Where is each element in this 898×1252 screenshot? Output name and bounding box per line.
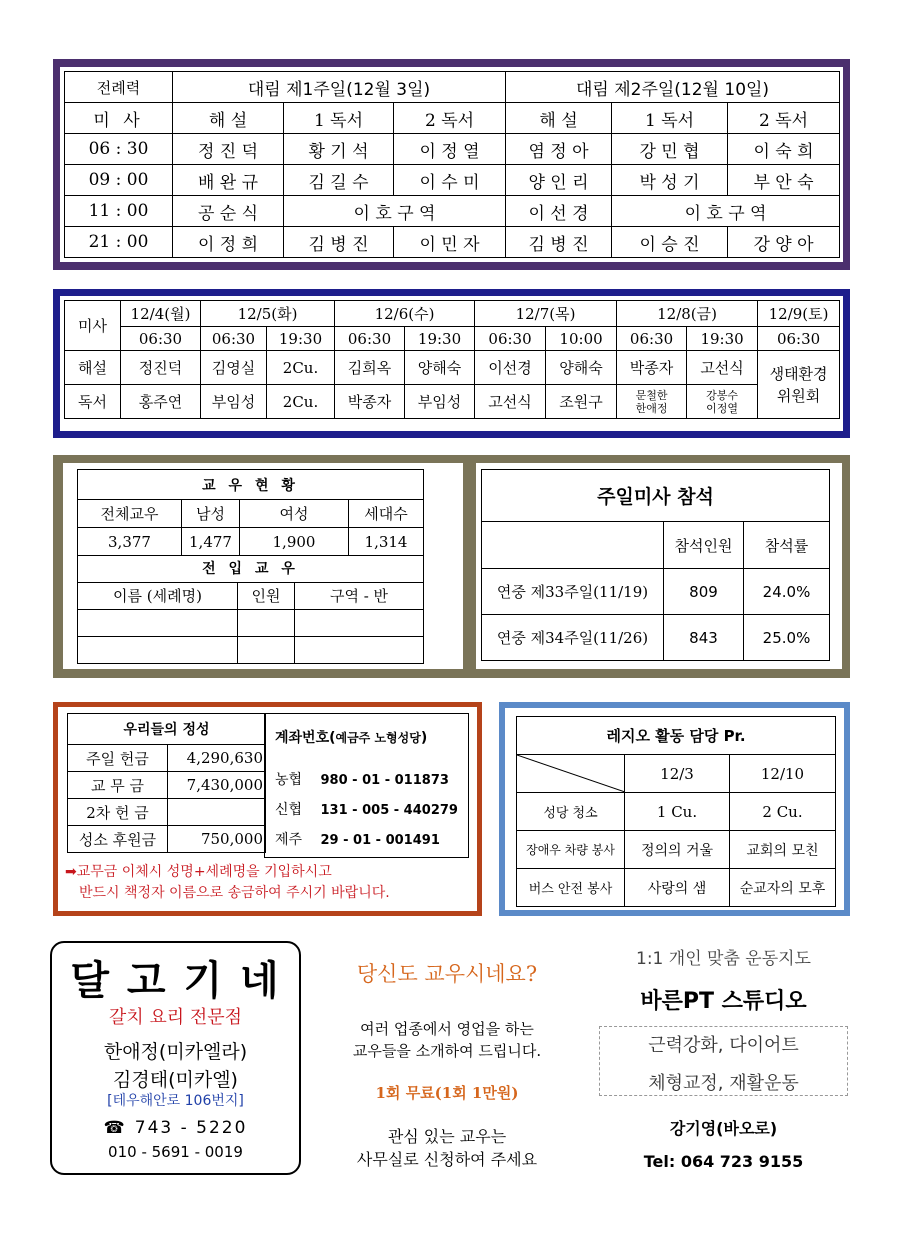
day-header: 12/6(수) <box>335 301 475 327</box>
legio-frame <box>499 702 850 916</box>
bank-name: 농협 <box>275 772 303 788</box>
reader: 문철한 <box>635 388 668 402</box>
offering-value: 4,290,630 <box>168 745 266 772</box>
business-intro-price: 1회 무료(1회 1만원) <box>375 1084 519 1102</box>
legio-date: 12/3 <box>625 755 730 793</box>
sunday-schedule-table <box>64 71 840 258</box>
cell: 정 진 덕 <box>173 134 284 165</box>
cell: 양해숙 <box>546 351 617 385</box>
cell: 염 정 아 <box>506 134 612 165</box>
time-header: 06:30 <box>758 327 840 351</box>
time-header: 19:30 <box>405 327 475 351</box>
cell: 양해숙 <box>405 351 475 385</box>
cell: 김영실 <box>201 351 267 385</box>
restaurant-mobile: 010 - 5691 - 0019 <box>108 1143 243 1161</box>
pt-studio-name: 바른PT 스튜디오 <box>640 989 807 1014</box>
cell: 2Cu. <box>267 351 335 385</box>
business-intro-line: 여러 업종에서 영업을 하는 <box>360 1020 534 1038</box>
account-number: 29 - 01 - 001491 <box>320 833 440 848</box>
members-header: 남성 <box>182 500 240 528</box>
cell: 김희옥 <box>335 351 405 385</box>
offering-label: 2차 헌 금 <box>68 799 168 826</box>
time-header: 06:30 <box>475 327 546 351</box>
pt-studio-tagline: 1:1 개인 맞춤 운동지도 <box>636 949 811 969</box>
restaurant-owner: 김경태(미카엘) <box>113 1069 238 1091</box>
newcomers-header: 구역 - 반 <box>295 582 424 609</box>
table-row <box>482 615 830 661</box>
mass-label: 미 사 <box>65 103 173 134</box>
cell: 김 병 진 <box>284 227 394 258</box>
cell: 부 안 숙 <box>728 165 840 196</box>
cell: 양 인 리 <box>506 165 612 196</box>
business-intro-line: 교우들을 소개하여 드립니다. <box>352 1042 542 1060</box>
legio-assignee: 교회의 모친 <box>730 831 836 869</box>
legio-duty: 성당 청소 <box>517 793 625 831</box>
day-header: 12/8(금) <box>617 301 758 327</box>
business-intro-line: 사무실로 신청하여 주세요 <box>356 1150 538 1169</box>
cell: 2Cu. <box>267 385 335 419</box>
saturday-line: 위원회 <box>776 386 821 405</box>
sunday-schedule-frame <box>53 59 850 270</box>
pt-studio-tel: Tel: 064 723 9155 <box>643 1152 804 1171</box>
offering-label: 주일 헌금 <box>68 745 168 772</box>
week2-title: 대림 제2주일(12월 10일) <box>506 72 840 103</box>
time-header: 10:00 <box>546 327 617 351</box>
week1-title: 대림 제1주일(12월 3일) <box>173 72 506 103</box>
business-intro-title: 당신도 교우시네요? <box>356 962 538 986</box>
business-intro-line: 관심 있는 교우는 <box>387 1127 507 1146</box>
attendance-table <box>481 469 830 661</box>
account-title <box>275 727 427 747</box>
table-row <box>517 793 836 831</box>
cell: 홍주연 <box>121 385 201 419</box>
cell: 이선경 <box>475 351 546 385</box>
table-row <box>517 869 836 907</box>
subheader-reading2: 2 독서 <box>728 103 840 134</box>
account-number: 131 - 005 - 440279 <box>320 803 458 818</box>
diagonal-header-cell <box>517 755 625 793</box>
pt-studio-ad <box>596 940 851 1175</box>
bank-accounts-box <box>264 713 469 858</box>
account-row <box>275 799 458 819</box>
empty-cell <box>238 636 295 663</box>
business-intro-ad <box>316 950 578 1175</box>
parish-status-frame <box>53 455 850 678</box>
table-row <box>482 569 830 615</box>
offering-label: 성소 후원금 <box>68 826 168 853</box>
empty-cell <box>78 609 238 636</box>
cell: 이 호 구 역 <box>612 196 840 227</box>
table-row <box>65 165 840 196</box>
empty-cell <box>78 636 238 663</box>
phone-number: 743 - 5220 <box>134 1118 248 1138</box>
cell: 박종자 <box>335 385 405 419</box>
legio-assignee: 사랑의 샘 <box>625 869 730 907</box>
cell: 강 양 아 <box>728 227 840 258</box>
cell: 강 민 협 <box>612 134 728 165</box>
offering-value: 7,430,000 <box>168 772 266 799</box>
restaurant-phone <box>52 1118 299 1138</box>
table-row <box>65 134 840 165</box>
subheader-reading2: 2 독서 <box>394 103 506 134</box>
empty-cell <box>295 636 424 663</box>
cell <box>617 385 687 419</box>
cell: 부임성 <box>405 385 475 419</box>
account-title-close: ) <box>420 730 428 746</box>
mass-time: 11 : 00 <box>65 196 173 227</box>
table-row <box>65 227 840 258</box>
saturday-cell <box>758 351 840 419</box>
table-row <box>65 196 840 227</box>
members-header: 전체교우 <box>78 500 182 528</box>
cell: 부임성 <box>201 385 267 419</box>
attendance-rate: 24.0% <box>744 569 830 615</box>
attendance-header: 참석률 <box>744 522 830 569</box>
reading-label: 독서 <box>65 385 121 419</box>
members-header: 세대수 <box>349 500 424 528</box>
legio-duty: 장애우 차량 봉사 <box>517 831 625 869</box>
cell: 조원구 <box>546 385 617 419</box>
legio-assignee: 순교자의 모후 <box>730 869 836 907</box>
cell: 김 길 수 <box>284 165 394 196</box>
members-value: 1,900 <box>240 528 349 556</box>
empty-cell <box>295 609 424 636</box>
mass-time: 09 : 00 <box>65 165 173 196</box>
diagonal-line <box>517 755 624 792</box>
members-header: 여성 <box>240 500 349 528</box>
bank-name: 제주 <box>275 832 303 848</box>
offering-frame <box>53 702 482 916</box>
empty-cell <box>482 522 664 569</box>
mass-label: 미사 <box>65 301 121 351</box>
legio-title: 레지오 활동 담당 Pr. <box>517 717 836 755</box>
table-row <box>517 831 836 869</box>
notice-line2: 반드시 책정자 이름으로 송금하여 주시기 바랍니다. <box>79 885 390 901</box>
cell: 이 민 자 <box>394 227 506 258</box>
subheader-reading1: 1 독서 <box>612 103 728 134</box>
attendance-header: 참석인원 <box>664 522 744 569</box>
attendance-count: 809 <box>664 569 744 615</box>
day-header: 12/4(월) <box>121 301 201 327</box>
time-header: 06:30 <box>121 327 201 351</box>
cell: 이 정 희 <box>173 227 284 258</box>
legio-table <box>516 716 836 907</box>
account-number: 980 - 01 - 011873 <box>320 773 449 788</box>
offering-value <box>168 799 266 826</box>
weekday-schedule-frame <box>53 289 850 438</box>
account-holder: 예금주 노형성당 <box>335 731 421 745</box>
time-header: 06:30 <box>617 327 687 351</box>
cell: 황 기 석 <box>284 134 394 165</box>
time-header: 06:30 <box>335 327 405 351</box>
pt-studio-service: 체형교정, 재활운동 <box>648 1073 799 1094</box>
time-header: 06:30 <box>201 327 267 351</box>
notice-text: 교무금 이체시 성명+세례명을 기입하시고 <box>76 864 332 880</box>
day-header: 12/9(토) <box>758 301 840 327</box>
saturday-line: 생태환경 <box>769 364 828 383</box>
mass-time: 06 : 30 <box>65 134 173 165</box>
arrow-icon: ➡ <box>65 864 77 880</box>
members-title: 교 우 현 황 <box>78 470 424 500</box>
account-row <box>275 829 440 849</box>
account-title-text: 계좌번호( <box>275 730 336 746</box>
restaurant-ad <box>50 941 301 1175</box>
day-header: 12/7(목) <box>475 301 617 327</box>
newcomers-header: 이름 (세례명) <box>78 582 238 609</box>
parish-members-table <box>77 469 424 556</box>
attendance-week: 연중 제33주일(11/19) <box>482 569 664 615</box>
attendance-count: 843 <box>664 615 744 661</box>
subheader-commentary: 해 설 <box>506 103 612 134</box>
cell: 이 숙 희 <box>728 134 840 165</box>
newcomers-title: 전 입 교 우 <box>78 555 424 582</box>
cell: 이 선 경 <box>506 196 612 227</box>
reader: 이정열 <box>706 401 738 415</box>
cell: 박종자 <box>617 351 687 385</box>
pt-studio-services-box <box>599 1026 848 1096</box>
cell: 배 완 규 <box>173 165 284 196</box>
time-header: 19:30 <box>687 327 758 351</box>
commentary-label: 해설 <box>65 351 121 385</box>
subheader-commentary: 해 설 <box>173 103 284 134</box>
reader: 한애정 <box>635 401 668 415</box>
bank-name: 신협 <box>275 802 303 818</box>
transfer-notice <box>65 862 390 904</box>
cell: 이 호 구 역 <box>284 196 506 227</box>
account-row <box>275 769 449 789</box>
members-value: 1,314 <box>349 528 424 556</box>
legio-assignee: 정의의 거울 <box>625 831 730 869</box>
notice-line1 <box>65 862 390 883</box>
newcomers-header: 인원 <box>238 582 295 609</box>
legio-date: 12/10 <box>730 755 836 793</box>
legio-assignee: 1 Cu. <box>625 793 730 831</box>
offering-label: 교 무 금 <box>68 772 168 799</box>
cell: 이 승 진 <box>612 227 728 258</box>
restaurant-subtitle: 갈치 요리 전문점 <box>108 1007 243 1028</box>
empty-cell <box>238 609 295 636</box>
restaurant-address: [테우해안로 106번지] <box>107 1093 244 1109</box>
weekday-schedule-table <box>64 300 840 419</box>
cell: 공 순 식 <box>173 196 284 227</box>
day-header: 12/5(화) <box>201 301 335 327</box>
attendance-week: 연중 제34주일(11/26) <box>482 615 664 661</box>
cell: 정진덕 <box>121 351 201 385</box>
attendance-rate: 25.0% <box>744 615 830 661</box>
cell: 김 병 진 <box>506 227 612 258</box>
restaurant-name: 달 고 기 네 <box>70 958 281 1004</box>
newcomers-table <box>77 555 424 664</box>
pt-studio-owner: 강기영(바오로) <box>669 1119 778 1138</box>
cell <box>687 385 758 419</box>
cell: 이 정 열 <box>394 134 506 165</box>
offering-table <box>67 713 266 853</box>
cell: 고선식 <box>687 351 758 385</box>
liturgy-corner-label: 전례력 <box>65 72 173 103</box>
phone-icon: ☎ <box>103 1118 127 1138</box>
offering-value: 750,000 <box>168 826 266 853</box>
reader: 강봉수 <box>706 388 738 402</box>
subheader-reading1: 1 독서 <box>284 103 394 134</box>
pt-studio-service: 근력강화, 다이어트 <box>648 1035 799 1056</box>
legio-duty: 버스 안전 봉사 <box>517 869 625 907</box>
cell: 고선식 <box>475 385 546 419</box>
members-value: 3,377 <box>78 528 182 556</box>
legio-assignee: 2 Cu. <box>730 793 836 831</box>
cell: 이 수 미 <box>394 165 506 196</box>
members-value: 1,477 <box>182 528 240 556</box>
time-header: 19:30 <box>267 327 335 351</box>
offering-title: 우리들의 정성 <box>68 714 266 745</box>
mass-time: 21 : 00 <box>65 227 173 258</box>
cell: 박 성 기 <box>612 165 728 196</box>
attendance-title: 주일미사 참석 <box>482 470 830 522</box>
restaurant-owner: 한애정(미카엘라) <box>103 1041 248 1063</box>
